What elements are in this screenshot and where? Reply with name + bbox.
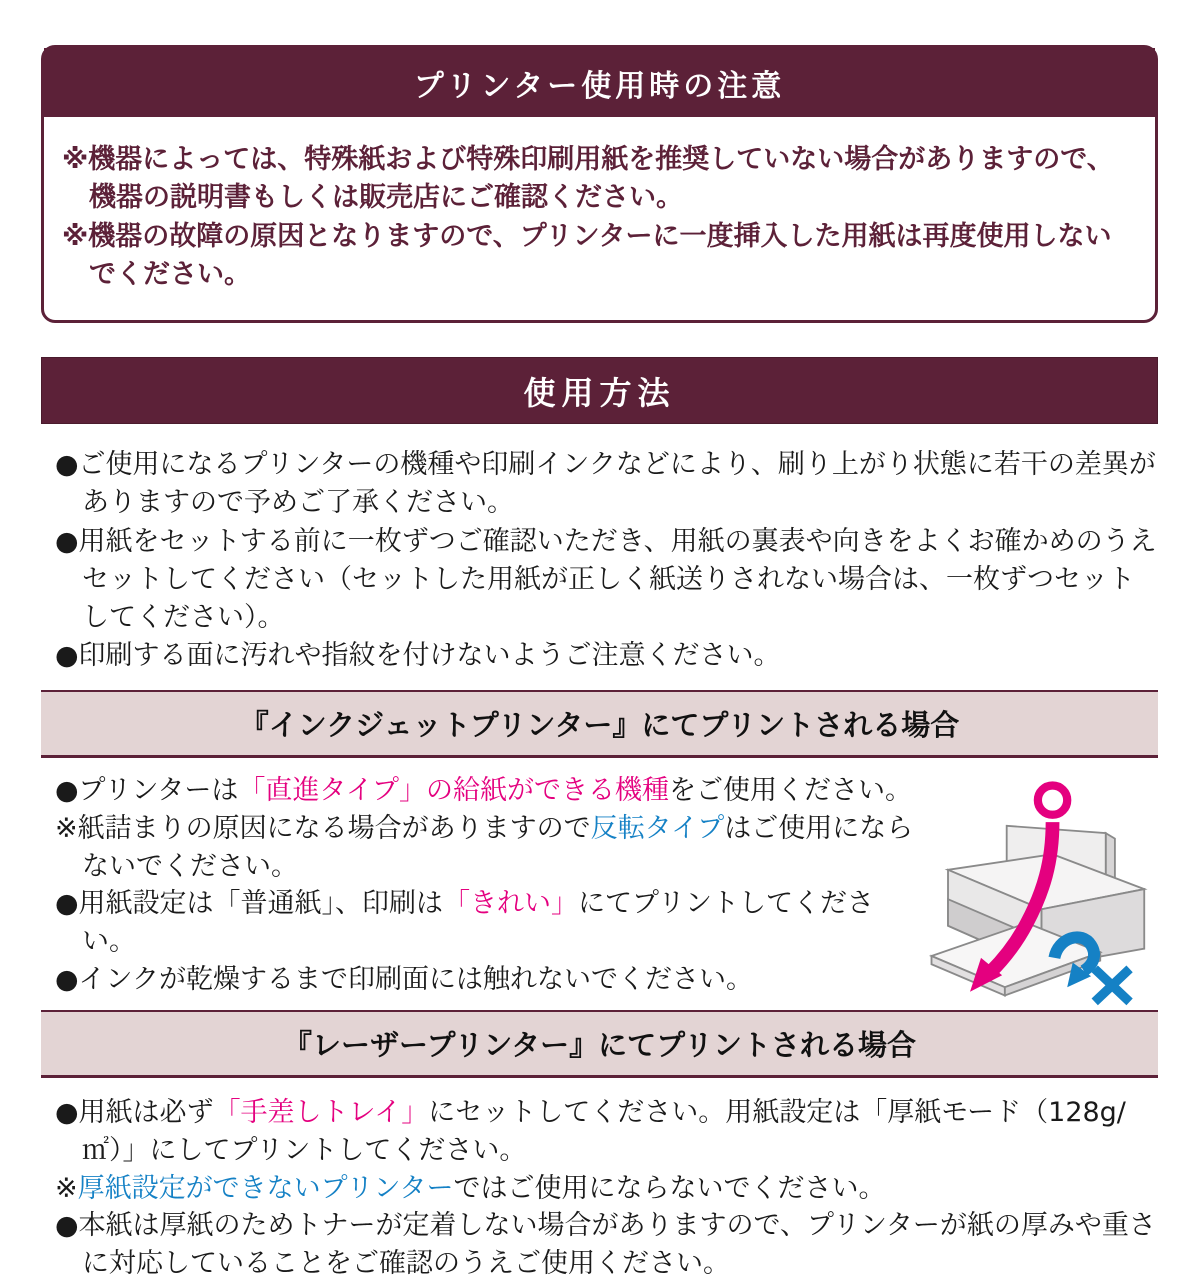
text-segment: ●インクが乾燥するまで印刷面には触れないでください。	[55, 964, 754, 996]
inkjet-item	[55, 885, 915, 961]
text-segment: ●プリンターは	[55, 775, 239, 807]
text-segment: をご使用ください。	[669, 775, 913, 807]
laser-item	[55, 1207, 1158, 1283]
printer-illustration	[915, 772, 1158, 1010]
usage-item: ●用紙をセットする前に一枚ずつご確認いただき、用紙の裏表や向きをよくお確かめのうえセットしてください（セットした用紙が正しく紙送りされない場合は、一枚ずつセットしてください）。	[55, 525, 1157, 633]
inkjet-section-body	[41, 758, 1158, 1010]
text-segment: 厚紙設定ができないプリンター	[77, 1172, 454, 1204]
usage-method-title: 使用方法	[41, 357, 1158, 424]
text-segment: ●用紙は必ず	[55, 1097, 214, 1129]
inkjet-item	[55, 810, 915, 886]
text-segment: はご使用にならないでください。	[82, 812, 914, 882]
text-segment: ※	[55, 1172, 78, 1204]
ok-circle-icon	[1038, 786, 1067, 815]
text-segment: にてプリントしてください。	[82, 888, 874, 958]
inkjet-section-title: 『インクジェットプリンター』にてプリントされる場合	[41, 690, 1158, 758]
laser-item	[55, 1094, 1158, 1170]
text-segment: にセットしてください。用紙設定は「厚紙モード（128g/㎡）」にしてプリントしてください。	[82, 1097, 1126, 1166]
text-segment: 「きれい」	[443, 888, 579, 920]
laser-list	[41, 1078, 1158, 1283]
laser-item	[55, 1170, 1158, 1208]
text-segment: ※紙詰まりの原因になる場合がありますので	[55, 812, 591, 844]
text-segment: ●用紙設定は「普通紙」、印刷は	[55, 888, 444, 920]
text-segment: 「直進タイプ」の給紙ができる機種	[238, 775, 670, 807]
printer-feed-diagram	[915, 774, 1158, 1006]
ng-cross-icon	[1095, 969, 1130, 1002]
inkjet-list	[55, 772, 915, 999]
text-segment: ●本紙は厚紙のためトナーが定着しない場合がありますので、プリンターが紙の厚みや重さに対応していることをご確認のうえご使用ください。	[55, 1210, 1156, 1280]
usage-list	[41, 424, 1158, 675]
text-segment: ではご使用にならないでください。	[453, 1172, 886, 1204]
caution-item: ※機器の故障の原因となりますので、プリンターに一度挿入した用紙は再度使用しないでください。	[62, 220, 1112, 290]
printer-caution-title: プリンター使用時の注意	[44, 48, 1155, 117]
printer-caution-body	[44, 117, 1155, 320]
text-segment: 「手差しトレイ」	[213, 1097, 429, 1129]
printer-caution-box	[41, 45, 1158, 323]
text-segment: 反転タイプ	[590, 812, 725, 844]
inkjet-item	[55, 772, 915, 810]
caution-item: ※機器によっては、特殊紙および特殊印刷用紙を推奨していない場合がありますので、機器の説明書もしくは販売店にご確認ください。	[62, 144, 1114, 214]
laser-section-title: 『レーザープリンター』にてプリントされる場合	[41, 1010, 1158, 1078]
usage-item: ●印刷する面に汚れや指紋を付けないようご注意ください。	[55, 640, 781, 672]
inkjet-item	[55, 961, 915, 999]
usage-item: ●ご使用になるプリンターの機種や印刷インクなどにより、刷り上がり状態に若干の差異がありますので予めご了承ください。	[55, 449, 1156, 519]
